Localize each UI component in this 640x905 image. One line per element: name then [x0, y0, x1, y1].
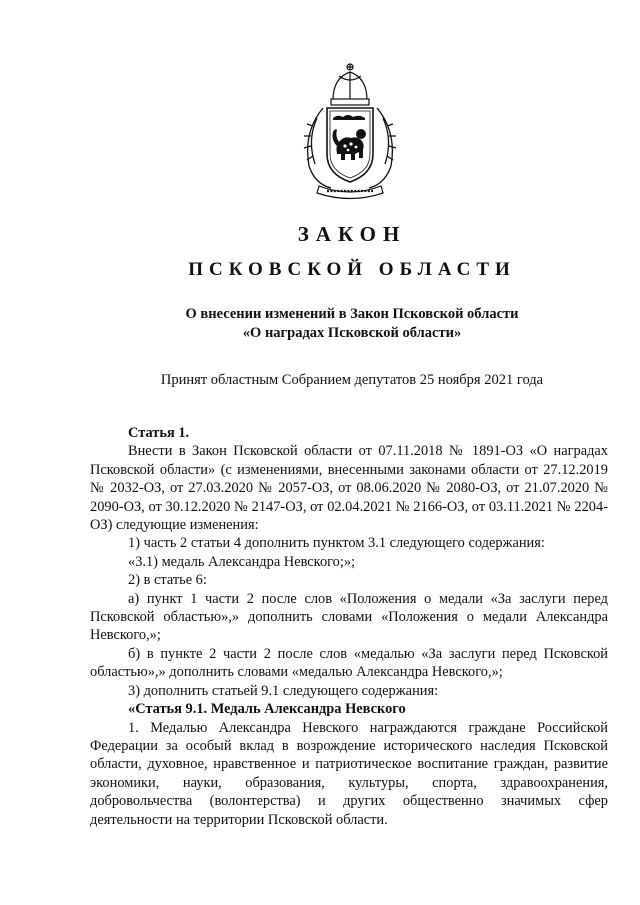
law-body	[90, 424, 608, 829]
law-subject	[0, 305, 640, 343]
new-article-9-1-title: «Статья 9.1. Медаль Александра Невского	[128, 701, 406, 718]
region-heading: ПСКОВСКОЙ ОБЛАСТИ	[188, 259, 516, 280]
article-1-item-3: 3) дополнить статьей 9.1 следующего содержания:	[128, 682, 439, 699]
article-1-item-2: 2) в статье 6:	[128, 572, 207, 589]
new-article-9-1-paragraph-1: 1. Медалью Александра Невского награждаются граждане Российской Федерации за особый вклад в возрождение исторического наследия Псковской области, духовное, нравственное и патриотическое воспитание граждан, развитие экономики, науки, образования, культуры, спорта, здравоохранения, добровольчества (волонтерства) и других общественно значимых сфер деятельности на территории Псковской области.	[90, 719, 608, 828]
adoption-note: Принят областным Собранием депутатов 25 ноября 2021 года	[160, 372, 544, 388]
article-1-item-1-quote: «3.1) медаль Александра Невского;»;	[128, 553, 356, 570]
article-1-title: Статья 1.	[128, 425, 190, 441]
document-type-heading: ЗАКОН	[297, 222, 407, 246]
law-subject-line-2: «О наградах Псковской области»	[242, 325, 462, 341]
article-1-item-1: 1) часть 2 статьи 4 дополнить пунктом 3.1 следующего содержания:	[128, 535, 545, 552]
article-1-item-2b: б) в пункте 2 части 2 после слов «медалью «За заслуги перед Псковской областью»,» дополнить словами «медалью Александра Невского,»;	[90, 645, 608, 681]
article-1-intro: Внести в Закон Псковской области от 07.11.2018 № 1891-ОЗ «О наградах Псковской области» (с изменениями, внесенными законами области от 27.12.2019 № 2032-ОЗ, от 27.03.2020 № 2057-ОЗ, от 08.06.2020 № 2080-ОЗ, от 21.07.2020 № 2090-ОЗ, от 30.12.2020 № 2147-ОЗ, от 02.04.2021 № 2166-ОЗ, от 03.11.2021 № 2204-ОЗ) следующие изменения:	[90, 443, 608, 534]
pskov-coat-of-arms-icon	[293, 62, 407, 200]
article-1-item-2a: а) пункт 1 части 2 после слов «Положения о медали «За заслуги перед Псковской областью»,» дополнить словами «Положения о медали Александра Невского,»;	[90, 590, 608, 644]
law-subject-line-1: О внесении изменений в Закон Псковской области	[185, 306, 519, 322]
emblem-graphic	[293, 62, 407, 200]
